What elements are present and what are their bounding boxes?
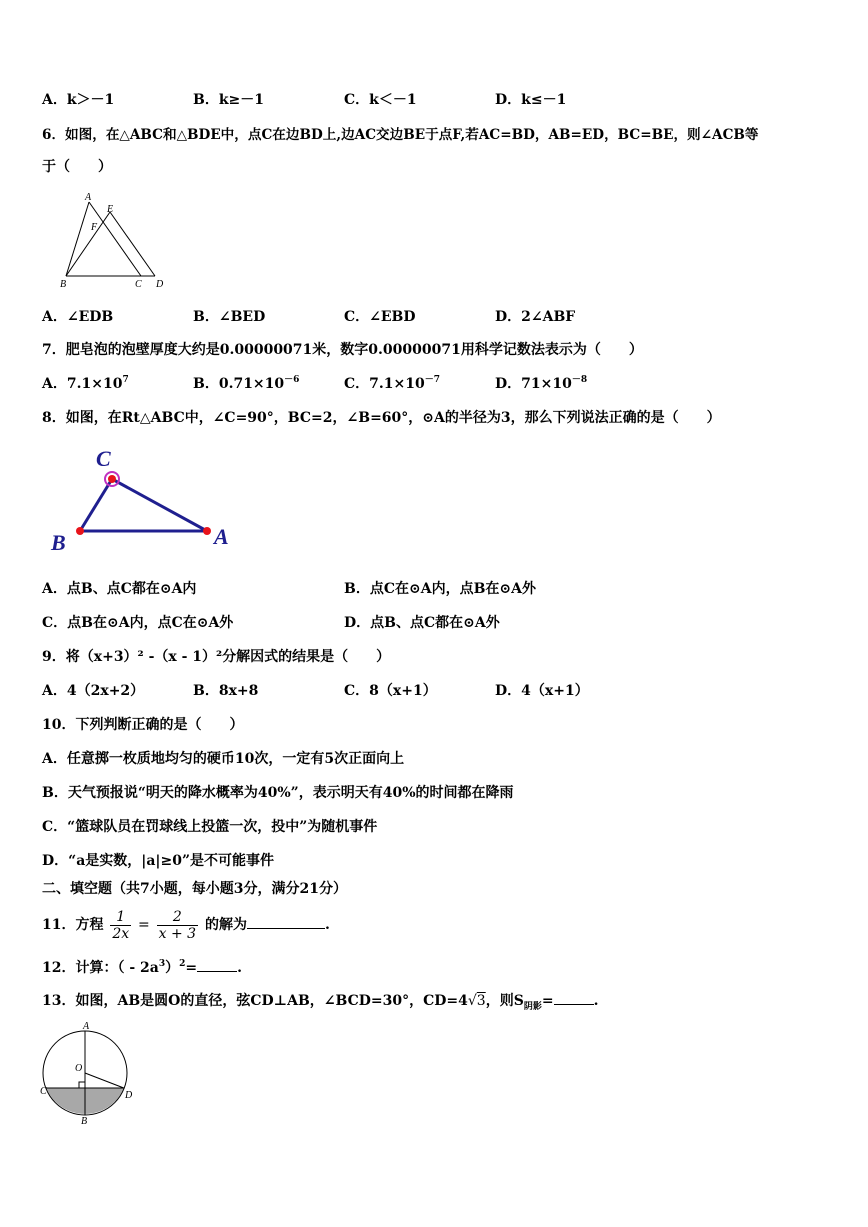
q7-option-b: B．$0.71\times 10^{-6}$ bbox=[193, 375, 300, 392]
q6-option-b: B．∠BED bbox=[193, 309, 266, 325]
q8-option-a: A．点B、点C都在⊙A内 bbox=[42, 581, 197, 597]
q8-label-c: C bbox=[96, 446, 111, 471]
q13-line: 13．如图，AB是圆O的直径，弦CD⊥AB，∠BCD=30°，CD=4√3，则$S_{阴影}=$ . bbox=[42, 990, 598, 1010]
q9-stem: 9．将（x+3）² -（x - 1）²分解因式的结果是（ ） bbox=[42, 649, 391, 665]
q10-option-a: A．任意掷一枚质地均匀的硬币10次，一定有5次正面向上 bbox=[42, 751, 405, 767]
q13-label-d: D bbox=[125, 1090, 133, 1101]
q6-label-c: C bbox=[135, 279, 142, 290]
q7-option-a: A．$7.1\times 10^7$ bbox=[42, 375, 129, 392]
q11-line: 11．方程 $\frac{1}{2x}$ = $\frac{2}{x + 3}$ 的解为 . bbox=[42, 908, 330, 942]
q9-option-c: C．8（x+1） bbox=[344, 683, 437, 699]
q10-option-b: B．天气预报说“明天的降水概率为40%”，表示明天有40%的时间都在降雨 bbox=[42, 785, 514, 801]
q9-option-d: D．4（x+1） bbox=[495, 683, 589, 699]
q8-label-a: A bbox=[214, 524, 229, 549]
q5-option-a: A．k＞－1 bbox=[42, 92, 115, 108]
q11-fraction-1: $\frac{1}{2x}$ bbox=[112, 908, 130, 942]
q6-option-a: A．∠EDB bbox=[42, 309, 114, 325]
q13-circle-figure bbox=[38, 1018, 138, 1126]
q8-option-c: C．点B在⊙A内，点C在⊙A外 bbox=[42, 615, 234, 631]
q5-option-d: D．k≤－1 bbox=[495, 92, 567, 108]
q5-option-c: C．k＜－1 bbox=[344, 92, 417, 108]
q8-label-b: B bbox=[51, 530, 66, 555]
q6-stem-line2: 于（ ） bbox=[42, 159, 112, 175]
q10-stem: 10．下列判断正确的是（ ） bbox=[42, 717, 244, 733]
q13-label-b: B bbox=[81, 1116, 88, 1126]
q7-option-d: D．$71\times 10^{-8}$ bbox=[495, 375, 588, 392]
q12-line: 12．计算：（ - $2a^3)^2=$ . bbox=[42, 959, 242, 976]
q5-option-b: B．k≥－1 bbox=[193, 92, 265, 108]
q7-stem: 7．肥皂泡的泡壁厚度大约是0.00000071米，数字0.00000071用科学记数法表示为（ ） bbox=[42, 342, 643, 358]
q6-label-b: B bbox=[60, 279, 67, 290]
q9-option-b: B．8x+8 bbox=[193, 683, 259, 699]
q13-label-a: A bbox=[83, 1021, 90, 1032]
q8-option-d: D．点B、点C都在⊙A外 bbox=[344, 615, 500, 631]
q13-label-c: C bbox=[40, 1086, 47, 1097]
q13-label-o: O bbox=[75, 1063, 83, 1074]
q6-stem-line1: 6．如图，在△ABC和△BDE中，点C在边BD上,边AC交边BE于点F,若AC=BD，AB=ED，BC=BE，则∠ACB等 bbox=[42, 127, 759, 143]
q11-answer-blank[interactable] bbox=[247, 914, 325, 929]
q7-option-c: C．$7.1\times 10^{-7}$ bbox=[344, 375, 440, 392]
q10-option-d: D．“a是实数，|a|≥0”是不可能事件 bbox=[42, 853, 275, 869]
q6-option-d: D．2∠ABF bbox=[495, 309, 576, 325]
q9-option-a: A．4（2x+2） bbox=[42, 683, 145, 699]
q8-option-b: B．点C在⊙A内，点B在⊙A外 bbox=[344, 581, 536, 597]
q10-option-c: C．“篮球队员在罚球线上投篮一次，投中”为随机事件 bbox=[42, 819, 378, 835]
q11-fraction-2: $\frac{2}{x + 3}$ bbox=[158, 908, 197, 942]
q6-option-c: C．∠EBD bbox=[344, 309, 416, 325]
q6-label-e: E bbox=[107, 204, 114, 215]
q6-label-f: F bbox=[91, 222, 98, 233]
section2-title: 二、填空题（共7小题，每小题3分，满分21分） bbox=[42, 881, 347, 897]
q6-label-a: A bbox=[85, 192, 92, 203]
q6-label-d: D bbox=[156, 279, 164, 290]
q13-answer-blank[interactable] bbox=[554, 990, 594, 1005]
q6-triangle-figure bbox=[52, 190, 172, 292]
q12-answer-blank[interactable] bbox=[197, 957, 237, 972]
q8-stem: 8．如图，在Rt△ABC中，∠C=90°，BC=2，∠B=60°，⊙A的半径为3，那么下列说法正确的是（ ） bbox=[42, 410, 721, 426]
q8-triangle-figure bbox=[46, 440, 246, 555]
